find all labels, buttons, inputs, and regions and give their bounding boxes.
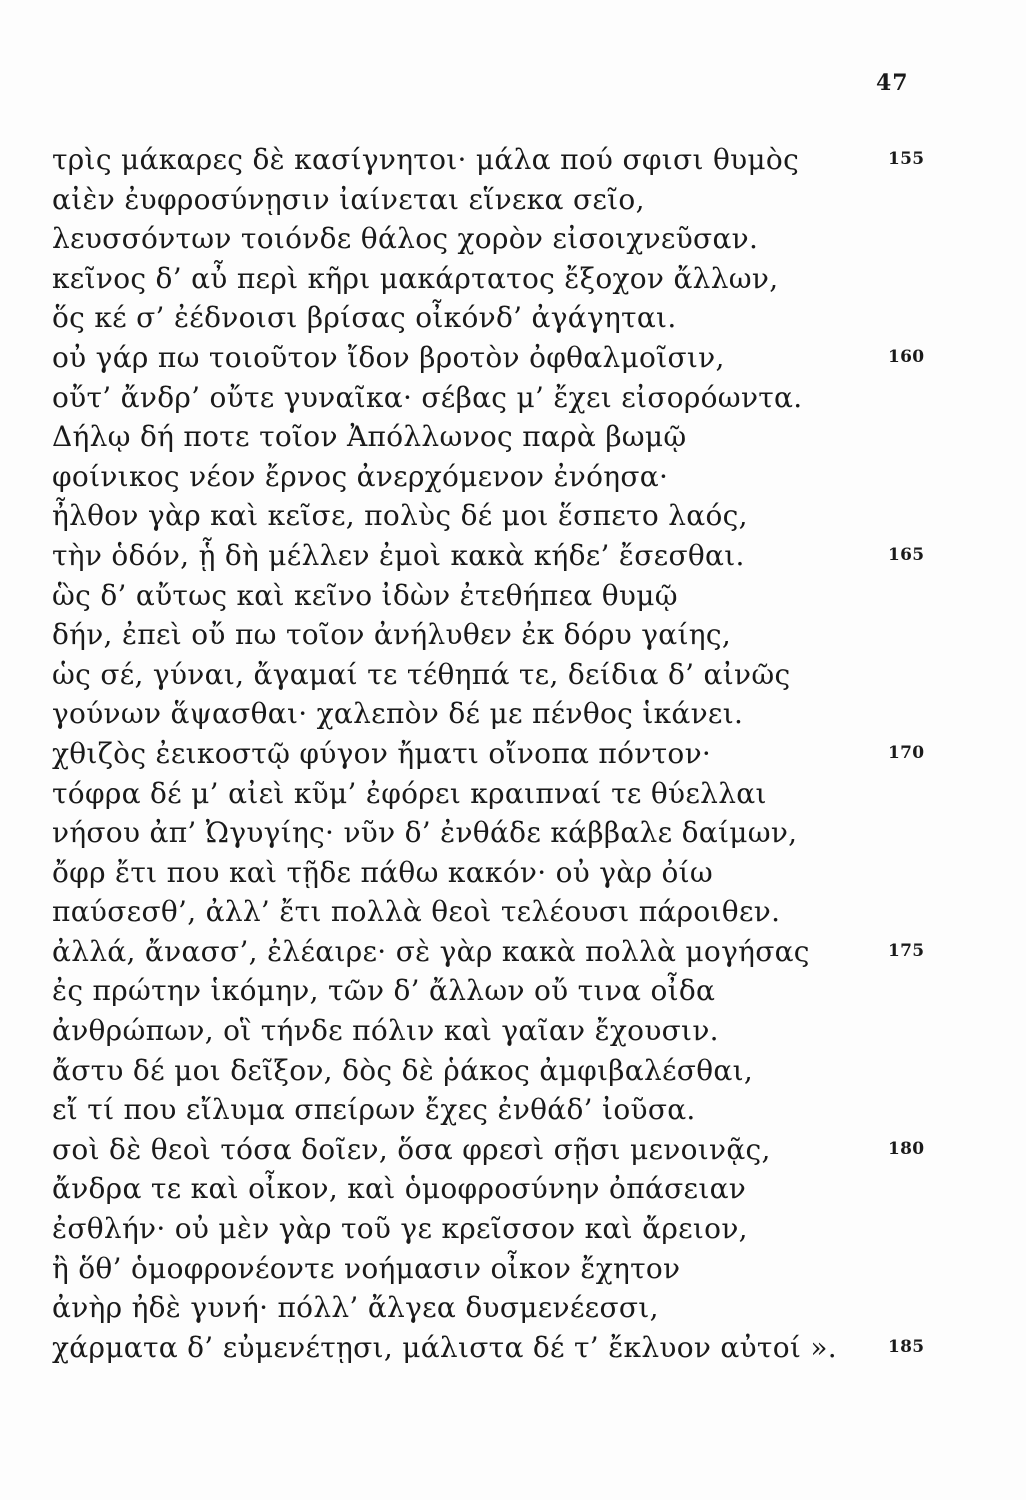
verse-line	[52, 774, 952, 814]
verse-line	[52, 417, 952, 457]
verse-text: ὄφρ ἔτι που καὶ τῇδε πάθω κακόν· οὐ γὰρ ὀίω	[52, 855, 714, 889]
line-number: 165	[888, 544, 925, 565]
verse-text: σοὶ δὲ θεοὶ τόσα δοῖεν, ὅσα φρεσὶ σῇσι μενοινᾷς,	[52, 1132, 771, 1166]
verse-text: τὴν ὁδόν, ᾗ δὴ μέλλεν ἐμοὶ κακὰ κήδε’ ἔσεσθαι.	[52, 538, 745, 572]
verse-text: τόφρα δέ μ’ αἰεὶ κῦμ’ ἐφόρει κραιπναί τε θύελλαι	[52, 776, 767, 810]
verse-line	[52, 378, 952, 418]
line-number: 170	[888, 742, 925, 763]
verse-text: χάρματα δ’ εὐμενέτῃσι, μάλιστα δέ τ’ ἔκλυον αὐτοί ».	[52, 1330, 837, 1364]
verse-line	[52, 1288, 952, 1328]
verse-text: ἀλλά, ἄνασσ’, ἐλέαιρε· σὲ γὰρ κακὰ πολλὰ μογήσας	[52, 934, 810, 968]
verse-text: ἀνθρώπων, οἳ τήνδε πόλιν καὶ γαῖαν ἔχουσιν.	[52, 1014, 719, 1048]
verse-line	[52, 1051, 952, 1091]
verse-line	[52, 971, 952, 1011]
verse-block	[52, 140, 952, 1367]
verse-line	[52, 1011, 952, 1051]
verse-text: ἀνὴρ ἠδὲ γυνή· πόλλ’ ἄλγεα δυσμενέεσσι,	[52, 1291, 659, 1325]
verse-line	[52, 1090, 952, 1130]
verse-text: ἢ ὅθ’ ὁμοφρονέοντε νοήμασιν οἶκον ἔχητον	[52, 1251, 681, 1285]
verse-line	[52, 1130, 952, 1170]
verse-line	[52, 140, 952, 180]
verse-text: αἰὲν ἐυφροσύνῃσιν ἰαίνεται εἵνεκα σεῖο,	[52, 182, 645, 216]
page-number: 47	[876, 70, 909, 96]
verse-line	[52, 655, 952, 695]
verse-line	[52, 338, 952, 378]
verse-text: νήσου ἀπ’ Ὠγυγίης· νῦν δ’ ἐνθάδε κάββαλε δαίμων,	[52, 816, 798, 850]
line-number: 185	[888, 1336, 925, 1357]
verse-line	[52, 1328, 952, 1368]
line-number: 160	[888, 346, 925, 367]
verse-text: τρὶς μάκαρες δὲ κασίγνητοι· μάλα πού σφισι θυμὸς	[52, 143, 800, 176]
verse-line	[52, 1209, 952, 1249]
verse-text: ἦλθον γὰρ καὶ κεῖσε, πολὺς δέ μοι ἕσπετο λαός,	[52, 499, 748, 533]
verse-line	[52, 1249, 952, 1289]
verse-text: ὣς δ’ αὔτως καὶ κεῖνο ἰδὼν ἐτεθήπεα θυμῷ	[52, 578, 678, 612]
verse-text: γούνων ἅψασθαι· χαλεπὸν δέ με πένθος ἱκάνει.	[52, 697, 744, 731]
verse-text: ὡς σέ, γύναι, ἄγαμαί τε τέθηπά τε, δείδια δ’ αἰνῶς	[52, 657, 791, 691]
verse-text: ἐσθλήν· οὐ μὲν γὰρ τοῦ γε κρεῖσσον καὶ ἄρειον,	[52, 1212, 748, 1246]
verse-line	[52, 734, 952, 774]
verse-line	[52, 457, 952, 497]
verse-line	[52, 496, 952, 536]
verse-text: οὐ γάρ πω τοιοῦτον ἴδον βροτὸν ὀφθαλμοῖσιν,	[52, 340, 725, 374]
verse-line	[52, 853, 952, 893]
verse-line	[52, 892, 952, 932]
verse-text: φοίνικος νέον ἔρνος ἀνερχόμενον ἐνόησα·	[52, 459, 669, 493]
verse-text: ἐς πρώτην ἱκόμην, τῶν δ’ ἄλλων οὔ τινα οἶδα	[52, 974, 716, 1008]
verse-text: εἴ τί που εἴλυμα σπείρων ἔχες ἐνθάδ’ ἰοῦσα.	[52, 1093, 696, 1127]
verse-line	[52, 813, 952, 853]
verse-text: κεῖνος δ’ αὖ περὶ κῆρι μακάρτατος ἔξοχον ἄλλων,	[52, 261, 779, 295]
verse-text: λευσσόντων τοιόνδε θάλος χορὸν εἰσοιχνεῦσαν.	[52, 222, 759, 256]
verse-line	[52, 259, 952, 299]
line-number: 180	[888, 1138, 925, 1159]
verse-line	[52, 694, 952, 734]
verse-text: παύσεσθ’, ἀλλ’ ἔτι πολλὰ θεοὶ τελέουσι πάροιθεν.	[52, 895, 781, 929]
verse-text: Δήλῳ δή ποτε τοῖον Ἀπόλλωνος παρὰ βωμῷ	[52, 420, 687, 454]
verse-line	[52, 298, 952, 338]
verse-line	[52, 219, 952, 259]
verse-text: δήν, ἐπεὶ οὔ πω τοῖον ἀνήλυθεν ἐκ δόρυ γαίης,	[52, 618, 732, 652]
line-number: 175	[888, 940, 925, 961]
line-number: 155	[888, 149, 925, 169]
verse-text: χθιζὸς ἐεικοστῷ φύγον ἤματι οἴνοπα πόντον·	[52, 736, 712, 770]
verse-text: οὔτ’ ἄνδρ’ οὔτε γυναῖκα· σέβας μ’ ἔχει εἰσορόωντα.	[52, 380, 803, 414]
verse-text: ὅς κέ σ’ ἐέδνοισι βρίσας οἶκόνδ’ ἀγάγηται.	[52, 301, 677, 335]
verse-line	[52, 932, 952, 972]
verse-text: ἄστυ δέ μοι δεῖξον, δὸς δὲ ῥάκος ἀμφιβαλέσθαι,	[52, 1053, 754, 1087]
verse-line	[52, 576, 952, 616]
verse-line	[52, 615, 952, 655]
verse-line	[52, 536, 952, 576]
verse-text: ἄνδρα τε καὶ οἶκον, καὶ ὁμοφροσύνην ὀπάσειαν	[52, 1172, 747, 1206]
verse-line	[52, 180, 952, 220]
verse-line	[52, 1169, 952, 1209]
